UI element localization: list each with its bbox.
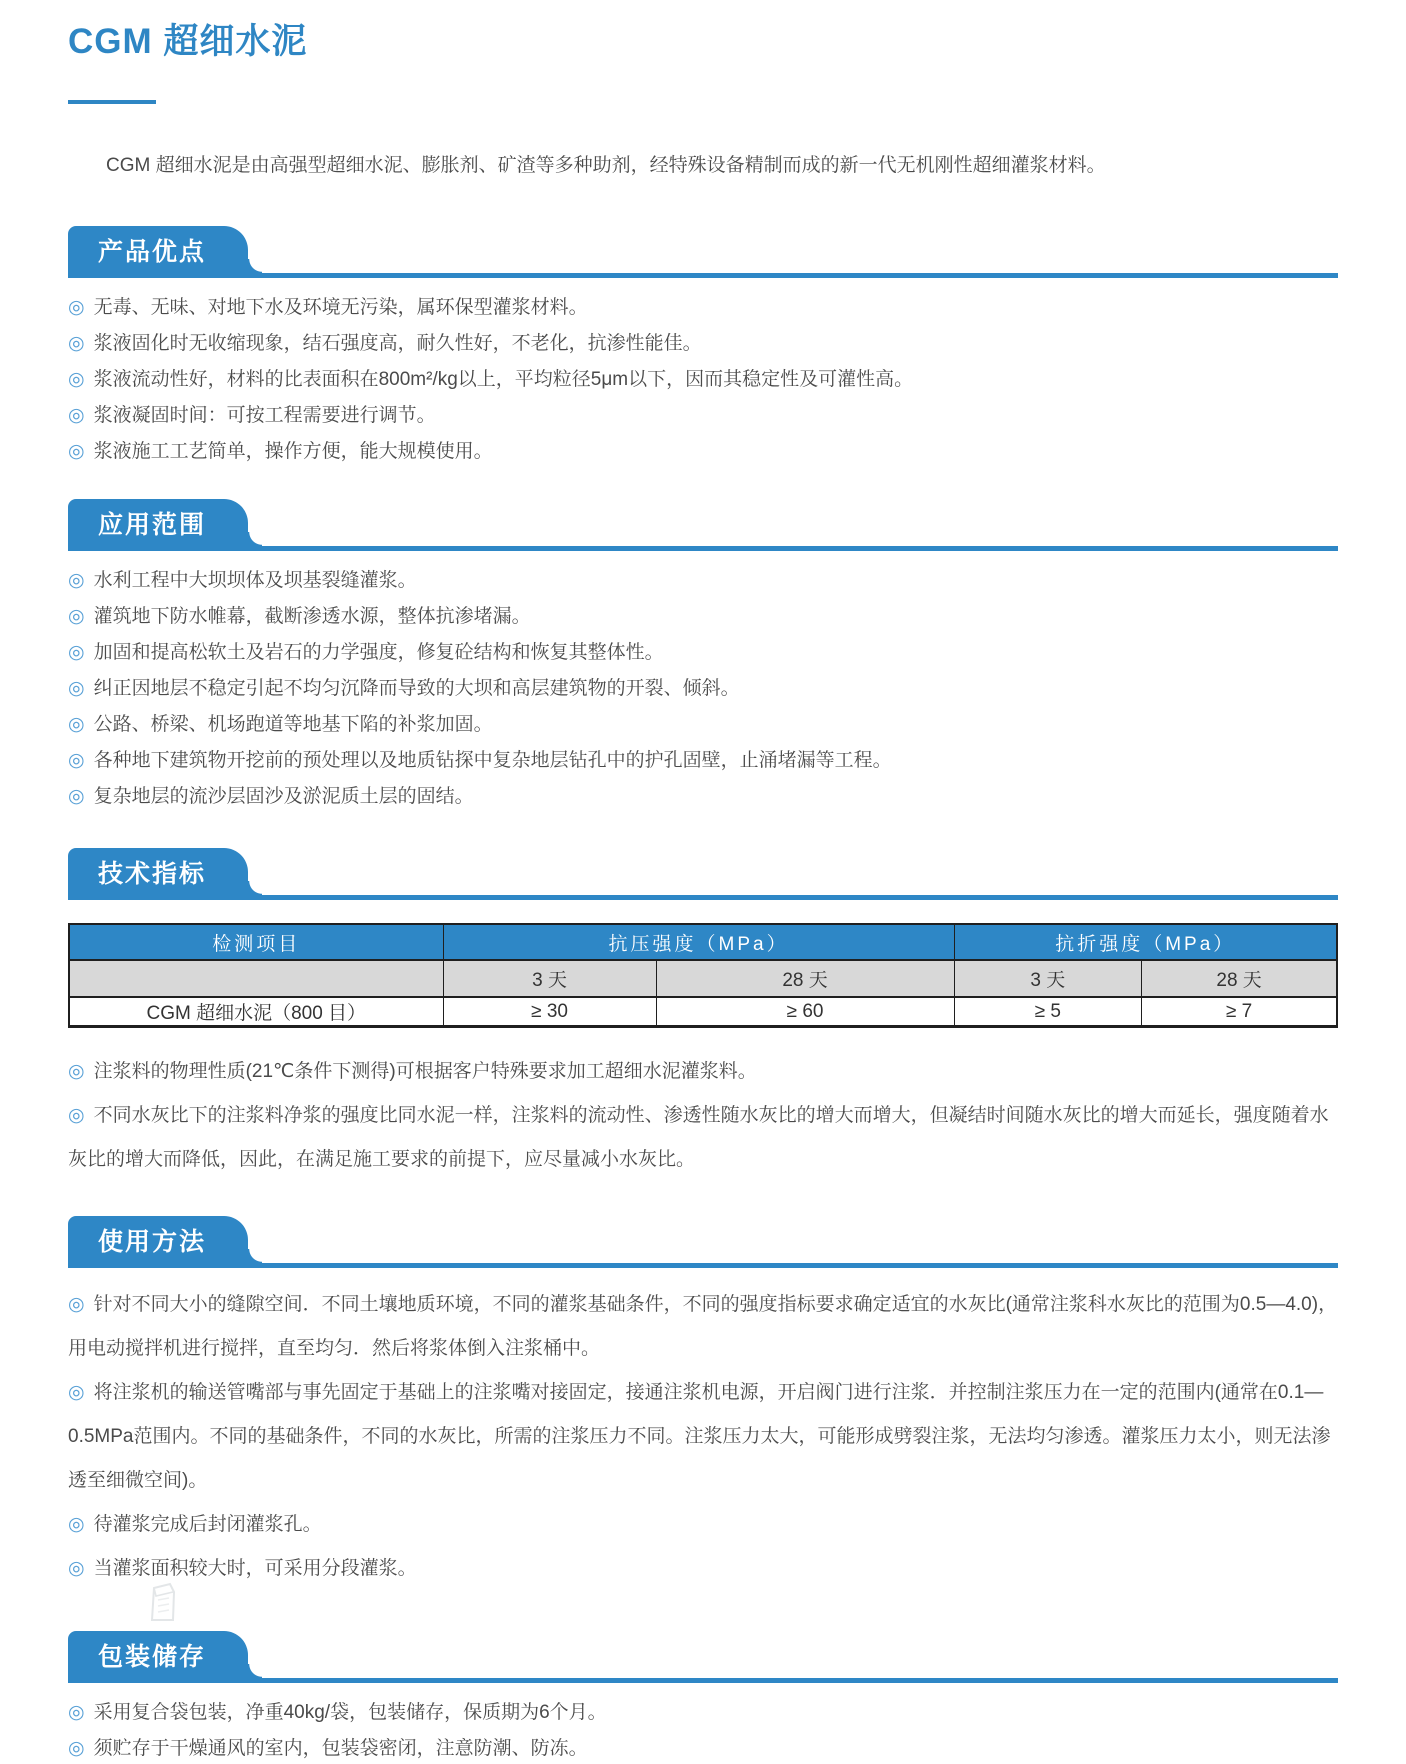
spec-table bbox=[68, 923, 1338, 1028]
list-item bbox=[68, 710, 1338, 740]
section-packaging-storage bbox=[68, 1631, 1338, 1764]
bullet-icon: ◎ bbox=[68, 606, 85, 627]
bullet-icon: ◎ bbox=[68, 369, 85, 390]
bullet-icon: ◎ bbox=[68, 1702, 85, 1723]
table-col-header: 检测项目 bbox=[69, 924, 443, 960]
section-heading-row bbox=[68, 848, 1338, 900]
section-heading-tab bbox=[68, 848, 248, 895]
section-heading-tab bbox=[68, 226, 248, 273]
table-subheader: 3 天 bbox=[443, 960, 656, 997]
bullet-list bbox=[68, 293, 1338, 467]
list-item-text: 待灌浆完成后封闭灌浆孔。 bbox=[93, 1514, 322, 1535]
table-cell-value: ≥ 7 bbox=[1142, 997, 1337, 1027]
list-item-text: 注浆料的物理性质(21℃条件下测得)可根据客户特殊要求加工超细水泥灌浆料。 bbox=[93, 1061, 757, 1082]
list-item-text: 灌筑地下防水帷幕，截断渗透水源，整体抗渗堵漏。 bbox=[93, 606, 531, 627]
list-item bbox=[68, 1503, 1338, 1547]
bullet-list bbox=[68, 566, 1338, 812]
list-item bbox=[68, 1547, 1338, 1591]
table-cell-value: ≥ 30 bbox=[443, 997, 656, 1027]
bullet-icon: ◎ bbox=[68, 714, 85, 735]
list-item bbox=[68, 293, 1338, 323]
list-item-text: 水利工程中大坝坝体及坝基裂缝灌浆。 bbox=[93, 570, 417, 591]
bullet-icon: ◎ bbox=[68, 642, 85, 663]
list-item bbox=[68, 602, 1338, 632]
section-heading-row bbox=[68, 1631, 1338, 1683]
bullet-icon: ◎ bbox=[68, 405, 85, 426]
section-usage-method bbox=[68, 1216, 1338, 1591]
product-document-page bbox=[0, 14, 1406, 1759]
list-item bbox=[68, 638, 1338, 668]
list-item bbox=[68, 1283, 1338, 1371]
bullet-icon: ◎ bbox=[68, 570, 85, 591]
list-item-text: 浆液施工工艺简单，操作方便，能大规模使用。 bbox=[93, 441, 493, 462]
table-subheader-empty bbox=[69, 960, 443, 997]
list-item-text: 无毒、无味、对地下水及环境无污染，属环保型灌浆材料。 bbox=[93, 297, 588, 318]
list-item bbox=[68, 401, 1338, 431]
list-item-text: 复杂地层的流沙层固沙及淤泥质土层的固结。 bbox=[93, 786, 474, 807]
bullet-list bbox=[68, 1698, 1338, 1764]
section-heading-tab bbox=[68, 499, 248, 546]
section-heading-rule bbox=[68, 546, 1338, 551]
section-heading-label: 应用范围 bbox=[98, 511, 207, 539]
list-item bbox=[68, 746, 1338, 776]
list-item bbox=[68, 365, 1338, 395]
section-heading-row bbox=[68, 499, 1338, 551]
bullet-list bbox=[68, 1283, 1338, 1591]
section-application-scope bbox=[68, 499, 1338, 812]
bullet-icon: ◎ bbox=[68, 786, 85, 807]
bullet-icon: ◎ bbox=[68, 1105, 85, 1126]
table-subheader: 3 天 bbox=[954, 960, 1142, 997]
page-title: CGM 超细水泥 bbox=[68, 22, 308, 61]
list-item-text: 浆液凝固时间：可按工程需要进行调节。 bbox=[93, 405, 436, 426]
cement-bag-watermark-image bbox=[140, 1582, 186, 1622]
list-item bbox=[68, 437, 1338, 467]
bullet-icon: ◎ bbox=[68, 441, 85, 462]
list-item-text: 须贮存于干燥通风的室内，包装袋密闭，注意防潮、防冻。 bbox=[93, 1738, 588, 1759]
table-row bbox=[69, 997, 1337, 1027]
section-heading-row bbox=[68, 226, 1338, 278]
table-cell-product-name: CGM 超细水泥（800 目） bbox=[69, 997, 443, 1027]
bullet-icon: ◎ bbox=[68, 333, 85, 354]
section-heading-rule bbox=[68, 273, 1338, 278]
intro-paragraph: CGM 超细水泥是由高强型超细水泥、膨胀剂、矿渣等多种助剂，经特殊设备精制而成的新一代无机刚性超细灌浆材料。 bbox=[106, 155, 1106, 176]
list-item-text: 针对不同大小的缝隙空间．不同土壤地质环境，不同的灌浆基础条件，不同的强度指标要求确定适宜的水灰比(通常注浆科水灰比的范围为0.5—4.0)，用电动搅拌机进行搅拌，直至均匀．然后将浆体倒入注浆桶中。 bbox=[68, 1294, 1338, 1359]
bullet-icon: ◎ bbox=[68, 678, 85, 699]
section-heading-rule bbox=[68, 895, 1338, 900]
list-item bbox=[68, 1698, 1338, 1728]
list-item-text: 公路、桥梁、机场跑道等地基下陷的补浆加固。 bbox=[93, 714, 493, 735]
list-item bbox=[68, 674, 1338, 704]
list-item bbox=[68, 1734, 1338, 1764]
section-heading-rule bbox=[68, 1678, 1338, 1683]
section-heading-rule bbox=[68, 1263, 1338, 1268]
bullet-icon: ◎ bbox=[68, 1514, 85, 1535]
spec-notes-list bbox=[68, 1050, 1338, 1182]
list-item bbox=[68, 1050, 1338, 1094]
bullet-icon: ◎ bbox=[68, 1382, 85, 1403]
bullet-icon: ◎ bbox=[68, 750, 85, 771]
table-subheader: 28 天 bbox=[656, 960, 954, 997]
list-item bbox=[68, 1094, 1338, 1182]
title-underline bbox=[68, 100, 156, 104]
table-cell-value: ≥ 60 bbox=[656, 997, 954, 1027]
section-heading-label: 包装储存 bbox=[98, 1643, 207, 1671]
section-technical-specs bbox=[68, 848, 1338, 1182]
list-item bbox=[68, 782, 1338, 812]
list-item bbox=[68, 566, 1338, 596]
list-item-text: 采用复合袋包装，净重40kg/袋，包装储存，保质期为6个月。 bbox=[93, 1702, 607, 1723]
table-subheader: 28 天 bbox=[1142, 960, 1337, 997]
table-header-row bbox=[69, 924, 1337, 960]
bullet-icon: ◎ bbox=[68, 297, 85, 318]
list-item bbox=[68, 1371, 1338, 1503]
section-heading-label: 产品优点 bbox=[98, 238, 207, 266]
list-item-text: 浆液固化时无收缩现象，结石强度高，耐久性好，不老化，抗渗性能佳。 bbox=[93, 333, 702, 354]
list-item-text: 不同水灰比下的注浆料净浆的强度比同水泥一样，注浆料的流动性、渗透性随水灰比的增大而增大，但凝结时间随水灰比的增大而延长，强度随着水灰比的增大而降低，因此，在满足施工要求的前提下，应尽量减小水灰比。 bbox=[68, 1105, 1329, 1170]
list-item-text: 纠正因地层不稳定引起不均匀沉降而导致的大坝和高层建筑物的开裂、倾斜。 bbox=[93, 678, 740, 699]
table-group-header-compressive: 抗压强度（MPa） bbox=[443, 924, 954, 960]
list-item-text: 将注浆机的输送管嘴部与事先固定于基础上的注浆嘴对接固定，接通注浆机电源，开启阀门进行注浆．并控制注浆压力在一定的范围内(通常在0.1—0.5MPa范围内。不同的基础条件，不同的水灰比，所需的注浆压力不同。注浆压力太大，可能形成劈裂注浆，无法均匀渗透。灌浆压力太小，则无法渗透至细微空间)。 bbox=[68, 1382, 1331, 1491]
list-item-text: 浆液流动性好，材料的比表面积在800m²/kg以上，平均粒径5μm以下，因而其稳定性及可灌性高。 bbox=[93, 369, 914, 390]
section-heading-label: 使用方法 bbox=[98, 1228, 207, 1256]
bullet-icon: ◎ bbox=[68, 1061, 85, 1082]
list-item-text: 加固和提高松软土及岩石的力学强度，修复砼结构和恢复其整体性。 bbox=[93, 642, 664, 663]
section-heading-row bbox=[68, 1216, 1338, 1268]
section-heading-tab bbox=[68, 1631, 248, 1678]
section-heading-label: 技术指标 bbox=[98, 860, 207, 888]
table-subheader-row bbox=[69, 960, 1337, 997]
bullet-icon: ◎ bbox=[68, 1738, 85, 1759]
list-item bbox=[68, 329, 1338, 359]
table-group-header-flexural: 抗折强度（MPa） bbox=[954, 924, 1337, 960]
table-cell-value: ≥ 5 bbox=[954, 997, 1142, 1027]
list-item-text: 当灌浆面积较大时，可采用分段灌浆。 bbox=[93, 1558, 417, 1579]
list-item-text: 各种地下建筑物开挖前的预处理以及地质钻探中复杂地层钻孔中的护孔固壁，止涌堵漏等工程。 bbox=[93, 750, 892, 771]
bullet-icon: ◎ bbox=[68, 1294, 85, 1315]
section-heading-tab bbox=[68, 1216, 248, 1263]
bullet-icon: ◎ bbox=[68, 1558, 85, 1579]
section-product-advantages bbox=[68, 226, 1338, 467]
